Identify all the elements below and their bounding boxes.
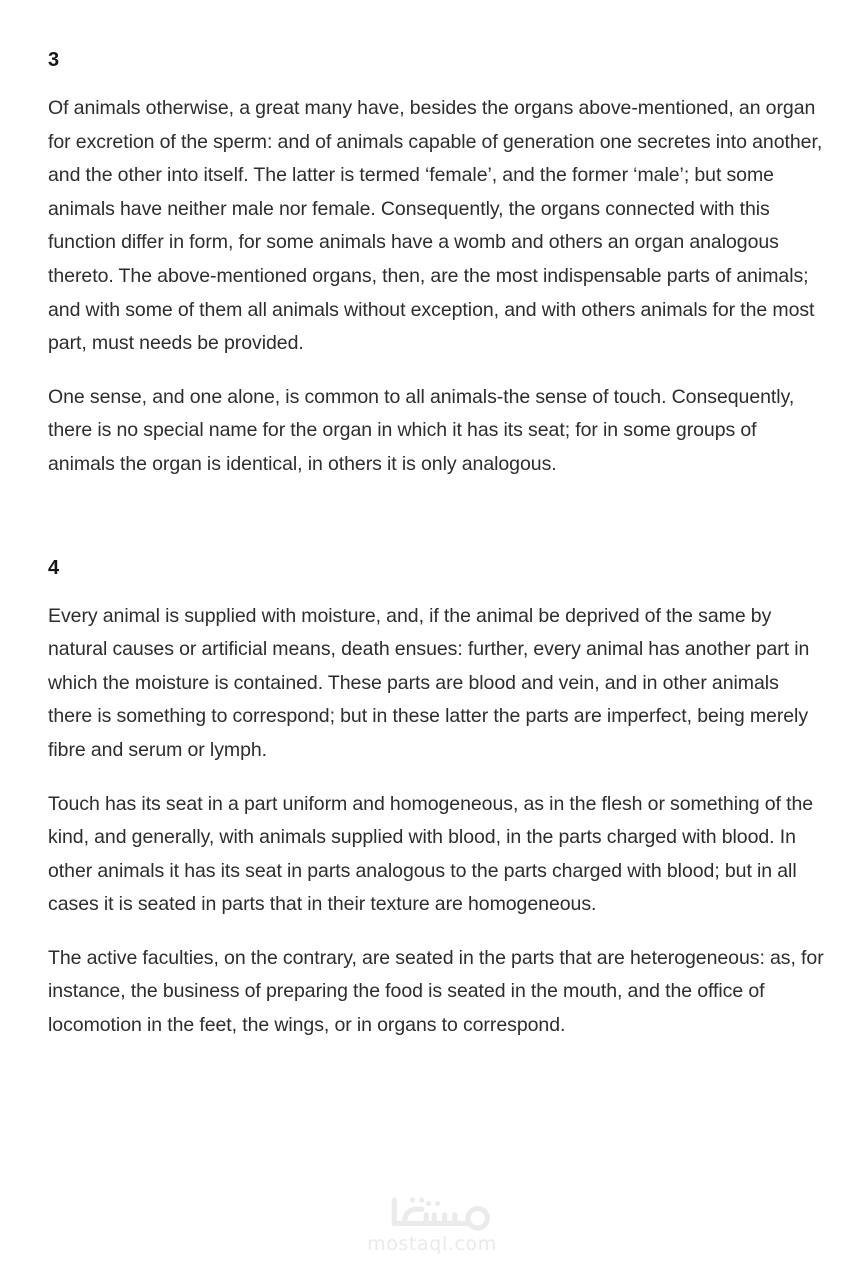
paragraph: The active faculties, on the contrary, are seated in the parts that are heterogeneous: as, for instance, the business of preparing the food is seated in the mouth, and the office of locomotion in the feet, the wings, or in organs to correspond. <box>48 946 824 1037</box>
paragraph: Every animal is supplied with moisture, and, if the animal be deprived of the same by natural causes or artificial means, death ensues: further, every animal has another part in which the moisture is contained. These parts are blood and vein, and in other animals there is something to correspond; but in these latter the parts are imperfect, being merely fibre and serum or lymph. <box>48 604 810 761</box>
paragraph: One sense, and one alone, is common to all animals-the sense of touch. Consequently, there is no special name for the organ in which it has its seat; for in some groups of animals the organ is identical, in others it is only analogous. <box>48 385 795 475</box>
document-section-3 <box>48 46 824 482</box>
document-section-4 <box>48 554 824 1043</box>
paragraph: Of animals otherwise, a great many have, besides the organs above-mentioned, an organ for excretion of the sperm: and of animals capable of generation one secretes into another, and the other into itself. The latter is termed ‘female’, and the former ‘male’; but some animals have neither male nor female. Consequently, the organs connected with this function differ in form, for some animals have a womb and others an organ analogous thereto. The above-mentioned organs, then, are the most indispensable parts of animals; and with some of them all animals without exception, and with others animals for the most part, must needs be provided. <box>48 97 823 355</box>
paragraph: Touch has its seat in a part uniform and homogeneous, as in the flesh or something of the kind, and generally, with animals supplied with blood, in the parts charged with blood. In other animals it has its seat in parts analogous to the parts charged with blood; but in all cases it is seated in parts that in their texture are homogeneous. <box>48 792 814 916</box>
section-heading-3: 3 <box>48 49 60 71</box>
watermark <box>0 1192 864 1255</box>
mostaql-logo-icon <box>369 1192 495 1232</box>
document-content <box>48 46 824 1043</box>
section-heading-4: 4 <box>48 556 60 579</box>
watermark-domain-text: mostaql.com <box>367 1233 497 1255</box>
